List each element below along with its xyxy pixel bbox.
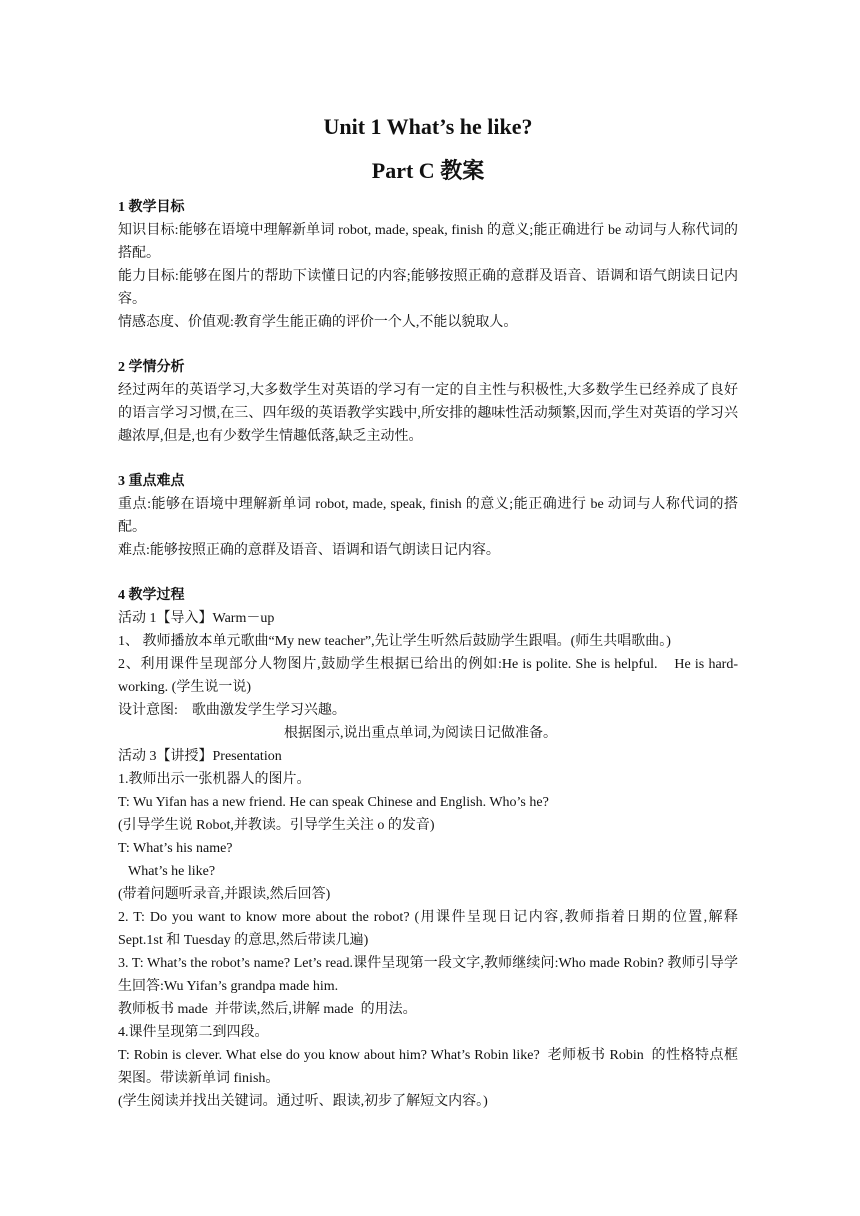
document-page (118, 112, 742, 1113)
section-heading: 1 教学目标 (118, 200, 185, 215)
paragraph: 能力目标:能够在图片的帮助下读懂日记的内容;能够按照正确的意群及语音、语调和语气朗读日记内容。 (118, 269, 738, 307)
paragraph: 2. T: Do you want to know more about the robot? (用课件呈现日记内容,教师指着日期的位置,解释 Sept.1st 和 Tuesday 的意思,然后带读几遍) (118, 910, 742, 948)
section-key-points (118, 470, 738, 562)
paragraph: What’s he like? (128, 864, 216, 879)
paragraph: 1.教师出示一张机器人的图片。 (118, 772, 311, 787)
paragraph: 重点:能够在语境中理解新单词 robot, made, speak, finish 的意义;能正确进行 be 动词与人称代词的搭配。 (118, 497, 738, 535)
paragraph: 设计意图: 歌曲激发学生学习兴趣。 (118, 703, 346, 718)
paragraph: 活动 3【讲授】Presentation (118, 749, 282, 764)
paragraph: T: What’s his name? (118, 841, 233, 856)
paragraph: 2、利用课件呈现部分人物图片,鼓励学生根据已给出的例如:He is polite. She is helpful. He is hard-working. (学生说一说) (118, 657, 738, 695)
paragraph: 知识目标:能够在语境中理解新单词 robot, made, speak, finish 的意义;能正确进行 be 动词与人称代词的搭配。 (118, 223, 738, 261)
paragraph: 经过两年的英语学习,大多数学生对英语的学习有一定的自主性与积极性,大多数学生已经养成了良好的语言学习习惯,在三、四年级的英语教学实践中,所安排的趣味性活动频繁,因而,学生对英语的学习兴趣浓厚,但是,也有少数学生情趣低落,缺乏主动性。 (118, 383, 738, 444)
paragraph: 根据图示,说出重点单词,为阅读日记做准备。 (284, 726, 557, 741)
paragraph: (带着问题听录音,并跟读,然后回答) (118, 887, 331, 902)
paragraph: 活动 1【导入】Warm－up (118, 611, 275, 626)
paragraph: 1、 教师播放本单元歌曲“My new teacher”,先让学生听然后鼓励学生跟唱。(师生共唱歌曲。) (118, 634, 671, 649)
paragraph: 难点:能够按照正确的意群及语音、语调和语气朗读日记内容。 (118, 543, 500, 558)
paragraph: 教师板书 made 并带读,然后,讲解 made 的用法。 (118, 1002, 417, 1017)
paragraph: 情感态度、价值观:教育学生能正确的评价一个人,不能以貌取人。 (118, 315, 518, 330)
section-student-analysis (118, 356, 738, 448)
section-objectives (118, 196, 738, 334)
paragraph: (引导学生说 Robot,并教读。引导学生关注 o 的发音) (118, 818, 435, 833)
paragraph: T: Robin is clever. What else do you know about him? What’s Robin like? 老师板书 Robin 的性格特点框架图。带读新单词 finish。 (118, 1048, 738, 1086)
section-teaching-process (118, 584, 742, 1113)
document-title: Unit 1 What’s he like? (323, 114, 533, 139)
section-heading: 3 重点难点 (118, 474, 185, 489)
paragraph: T: Wu Yifan has a new friend. He can speak Chinese and English. Who’s he? (118, 795, 549, 810)
paragraph: 4.课件呈现第二到四段。 (118, 1025, 269, 1040)
document-subtitle: Part C 教案 (371, 158, 485, 183)
paragraph: (学生阅读并找出关键词。通过听、跟读,初步了解短文内容。) (118, 1094, 488, 1109)
section-heading: 2 学情分析 (118, 360, 185, 375)
section-heading: 4 教学过程 (118, 588, 185, 603)
paragraph: 3. T: What’s the robot’s name? Let’s read.课件呈现第一段文字,教师继续问:Who made Robin? 教师引导学生回答:Wu Yifan’s grandpa made him. (118, 956, 738, 994)
